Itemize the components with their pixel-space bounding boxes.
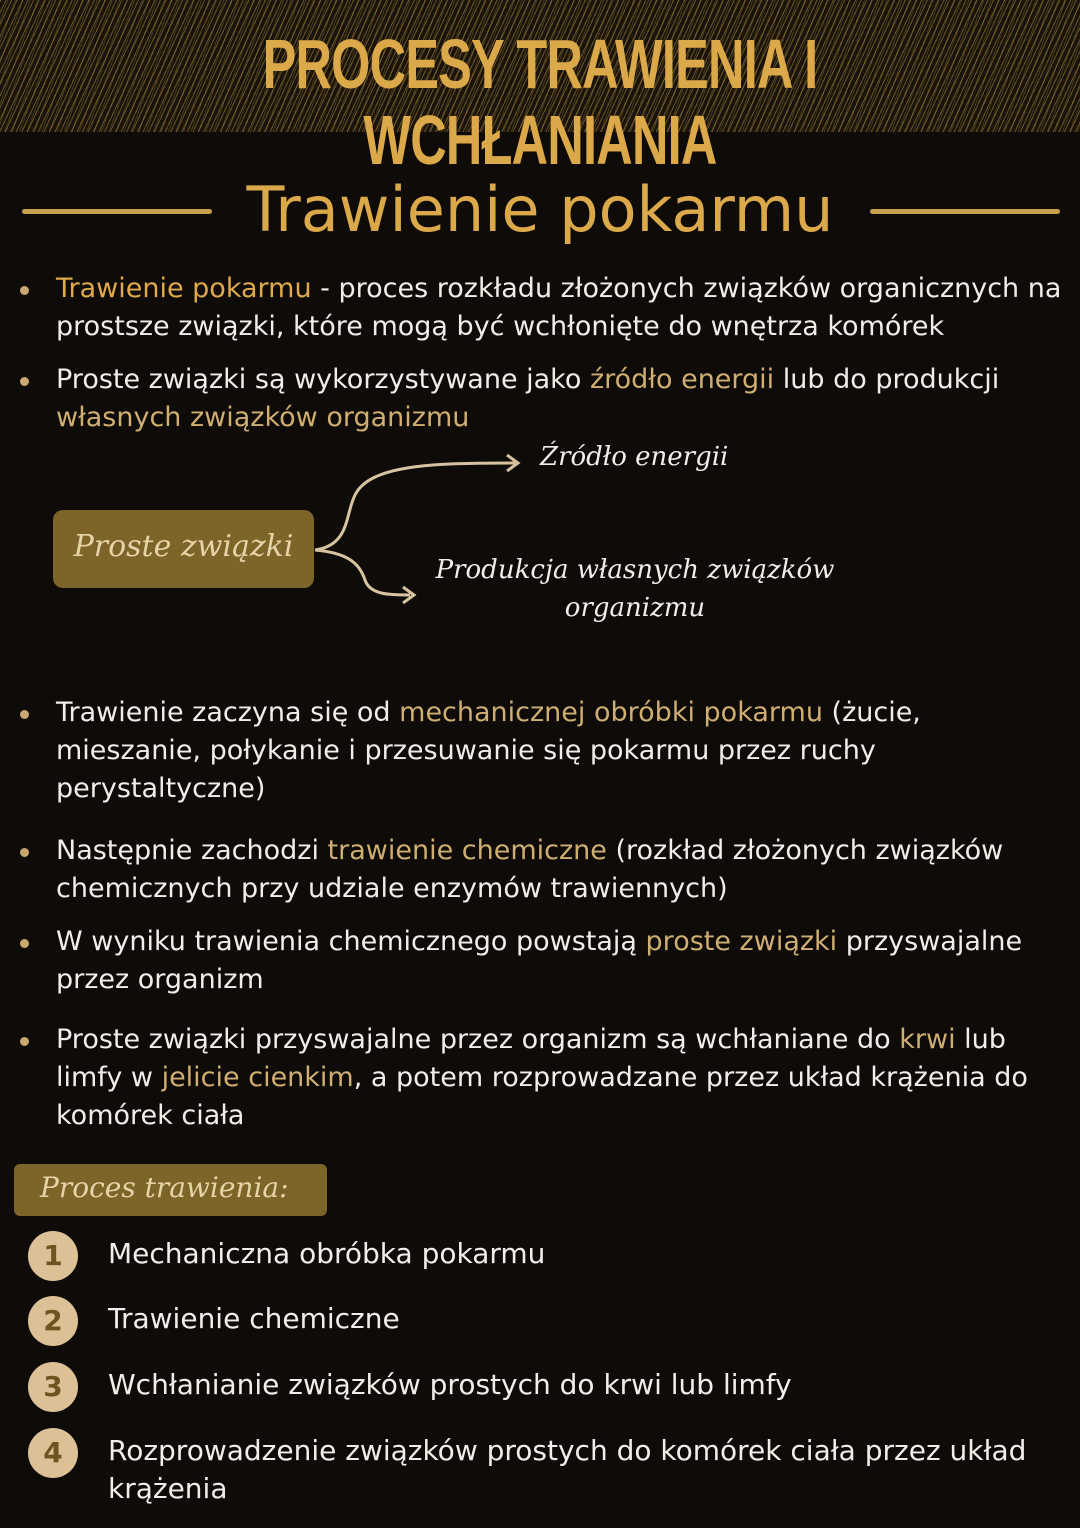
bullet-text: (żucie, mieszanie, połykanie i przesuwanie się pokarmu przez ruchy perystaltyczne) xyxy=(56,697,921,804)
branch-arrows xyxy=(310,445,530,615)
step-text: Rozprowadzenie związków prostych do komórek ciała przez układ krążenia xyxy=(108,1434,1027,1505)
step-text: Mechaniczna obróbka pokarmu xyxy=(108,1237,546,1270)
bullet-text: lub do produkcji xyxy=(774,364,1000,395)
bullet-text: przyswajalne przez organizm xyxy=(56,926,1023,995)
bullet-item xyxy=(56,361,1071,437)
diagram-target-production-2: organizmu xyxy=(564,593,706,623)
bullet-text: Trawienie zaczyna się od xyxy=(56,697,400,728)
highlighted-term: jelicie cienkim xyxy=(161,1062,354,1093)
page-title: PROCESY TRAWIENIA I WCHŁANIANIA xyxy=(262,25,818,179)
process-title-box: Proces trawienia: xyxy=(14,1164,327,1216)
bullet-text: lub limfy w xyxy=(56,1024,1006,1093)
step-text: Trawienie chemiczne xyxy=(108,1302,400,1335)
step-number-icon: 3 xyxy=(28,1362,78,1412)
highlighted-term: proste związki xyxy=(645,926,838,957)
bullet-dot-icon xyxy=(20,848,29,857)
bullet-text: , a potem rozprowadzane przez układ krążenia do komórek ciała xyxy=(56,1062,1028,1131)
highlighted-term: źródło energii xyxy=(589,364,775,395)
step-number-icon: 2 xyxy=(28,1296,78,1346)
bullet-item xyxy=(56,270,1071,346)
bullet-dot-icon xyxy=(20,710,29,719)
step-number-icon: 4 xyxy=(28,1428,78,1478)
bullet-item xyxy=(56,1021,1071,1135)
highlighted-term: krwi xyxy=(899,1024,956,1055)
header-banner xyxy=(0,0,1080,179)
section-heading xyxy=(0,170,1080,250)
step-number-icon: 1 xyxy=(28,1231,78,1281)
bullet-text: Proste związki przyswajalne przez organizm są wchłaniane do xyxy=(56,1024,900,1055)
highlighted-term: mechanicznej obróbki pokarmu xyxy=(399,697,823,728)
bullet-item xyxy=(56,832,1071,908)
bullet-text: W wyniku trawienia chemicznego powstają xyxy=(56,926,646,957)
highlighted-term: własnych związków organizmu xyxy=(56,402,470,433)
section-title: Trawienie pokarmu xyxy=(246,173,834,246)
diagram-target-energy: Źródło energii xyxy=(540,442,729,472)
bullet-text: - proces rozkładu złożonych związków organicznych na prostsze związki, które mogą być wchłonięte do wnętrza komórek xyxy=(56,273,1062,342)
bullet-dot-icon xyxy=(20,1037,29,1046)
bullet-dot-icon xyxy=(20,286,29,295)
step-text: Wchłanianie związków prostych do krwi lub limfy xyxy=(108,1368,792,1401)
bullet-text: Proste związki są wykorzystywane jako xyxy=(56,364,590,395)
bullet-item xyxy=(56,923,1071,999)
highlighted-term: trawienie chemiczne xyxy=(327,835,607,866)
bullet-dot-icon xyxy=(20,377,29,386)
diagram-source-box: Proste związki xyxy=(53,510,314,588)
bullet-text: Następnie zachodzi xyxy=(56,835,328,866)
highlighted-term: Trawienie pokarmu xyxy=(56,273,312,304)
bullet-text: (rozkład złożonych związków chemicznych przy udziale enzymów trawiennych) xyxy=(56,835,1004,904)
bullet-item xyxy=(56,694,1071,808)
divider-right xyxy=(870,209,1060,214)
bullet-dot-icon xyxy=(20,939,29,948)
diagram-target-production-1: Produkcja własnych związków xyxy=(435,555,835,585)
